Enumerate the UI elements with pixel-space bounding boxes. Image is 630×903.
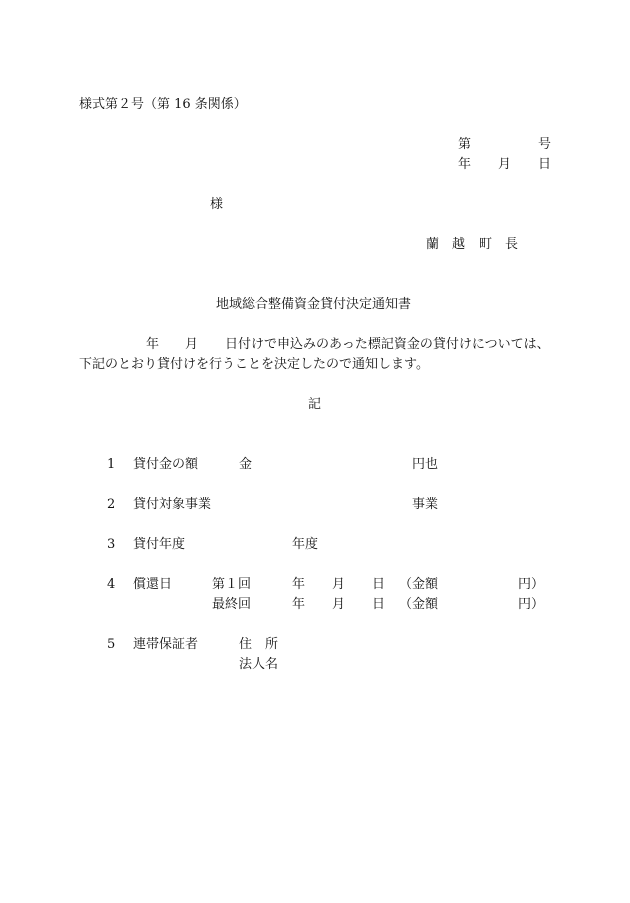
item-3-number: 3 <box>107 537 116 552</box>
item-3-label: 貸付年度 <box>133 537 186 552</box>
number-suffix: 号 <box>538 137 552 152</box>
ki-heading: 記 <box>308 397 322 412</box>
body-line-1: 日付けで申込みのあった標記資金の貸付けについては、 <box>225 337 550 352</box>
guarantor-address-label: 住 所 <box>239 637 279 652</box>
repayment-row-1-year: 年 <box>292 577 306 592</box>
date-year: 年 <box>458 157 472 172</box>
item-5-number: 5 <box>107 637 116 652</box>
repayment-row-2-month: 月 <box>332 597 346 612</box>
item-1-number: 1 <box>107 457 116 472</box>
date-day: 日 <box>538 157 552 172</box>
date-month: 月 <box>498 157 512 172</box>
body-year: 年 <box>146 337 160 352</box>
form-label: 様式第２号（第 16 条関係） <box>79 97 247 112</box>
item-2-number: 2 <box>107 497 116 512</box>
item-3-suffix: 年度 <box>292 537 319 552</box>
repayment-row-2-year: 年 <box>292 597 306 612</box>
repayment-row-1-name: 第１回 <box>212 577 252 592</box>
issuer-char-4: 長 <box>505 237 519 252</box>
item-1-yen: 円也 <box>412 457 439 472</box>
item-2-label: 貸付対象事業 <box>133 497 212 512</box>
body-month: 月 <box>185 337 199 352</box>
document-title: 地域総合整備資金貸付決定通知書 <box>216 297 412 312</box>
addressee-suffix: 様 <box>210 197 224 212</box>
number-prefix: 第 <box>458 137 472 152</box>
item-1-gold: 金 <box>239 457 253 472</box>
repayment-row-2-yen: 円） <box>518 597 545 612</box>
item-4-number: 4 <box>107 577 116 592</box>
issuer-char-3: 町 <box>479 237 493 252</box>
repayment-row-2-name: 最終回 <box>212 597 252 612</box>
guarantor-corp-label: 法人名 <box>239 657 279 672</box>
item-5-label: 連帯保証者 <box>133 637 199 652</box>
body-line-2: 下記のとおり貸付けを行うことを決定したので通知します。 <box>79 357 429 372</box>
item-2-suffix: 事業 <box>412 497 439 512</box>
repayment-row-2-amount: （金額 <box>399 597 439 612</box>
issuer-char-1: 蘭 <box>426 237 440 252</box>
repayment-row-2-day: 日 <box>372 597 386 612</box>
repayment-row-1-yen: 円） <box>518 577 545 592</box>
item-1-label: 貸付金の額 <box>133 457 199 472</box>
item-4-label: 償還日 <box>133 577 173 592</box>
repayment-row-1-month: 月 <box>332 577 346 592</box>
repayment-row-1-amount: （金額 <box>399 577 439 592</box>
repayment-row-1-day: 日 <box>372 577 386 592</box>
issuer-char-2: 越 <box>452 237 466 252</box>
